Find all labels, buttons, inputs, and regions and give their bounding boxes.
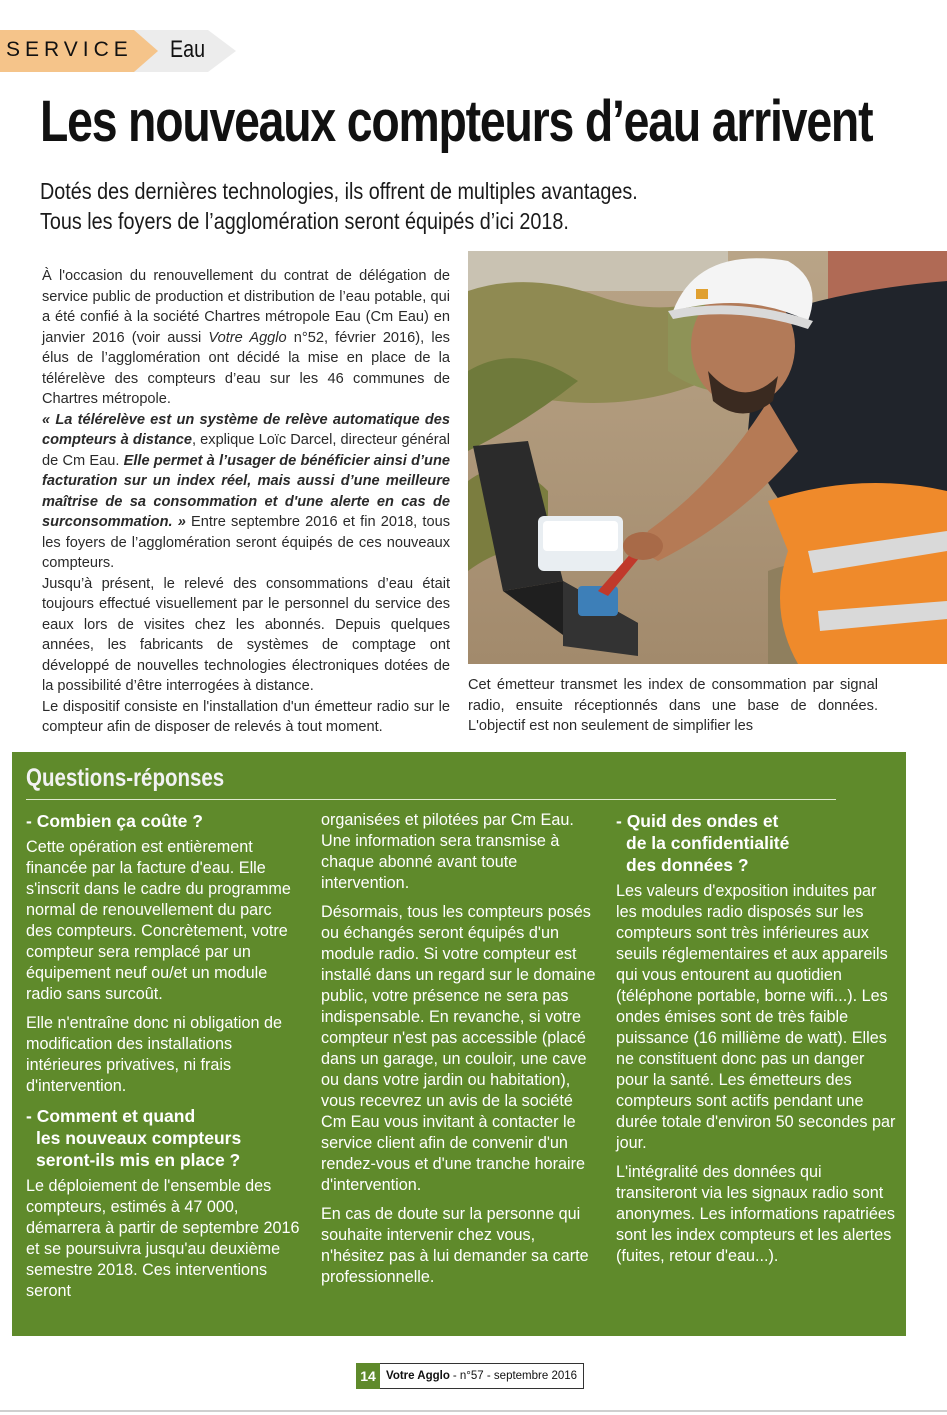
qa-title: Questions-réponses — [26, 764, 225, 792]
question-heading: - Combien ça coûte ? — [26, 811, 203, 831]
question-heading: - Quid des ondes et de la confidentialité des données ? — [616, 811, 790, 875]
photo-caption: Cet émetteur transmet les index de consommation par signal radio, ensuite réceptionnés dans une base de données. L'objectif est non seulement de simplifier les — [468, 677, 878, 734]
page-number: 14 — [356, 1363, 380, 1389]
page-footer — [356, 1363, 584, 1389]
magazine-name: Votre Agglo — [386, 1370, 450, 1382]
answer-paragraph: L'intégralité des données qui transiteront via les signaux radio sont anonymes. Les informations rapatriées sont les index compteurs et les alertes (fuites, retour d'eau...). — [616, 1163, 895, 1265]
subsection-label: Eau — [170, 36, 206, 63]
magazine-info — [380, 1363, 584, 1389]
question-heading: - Comment et quand les nouveaux compteurs seront-ils mis en place ? — [26, 1106, 242, 1170]
body-paragraph-quote: « La télérelève est un système de relève automatique des compteurs à distance, explique Loïc Darcel, directeur général de Cm Eau. Elle permet à l’usager de bénéficier ainsi d’une facturation sur un index réel, mais aussi d’une meilleure maîtrise de sa consommation et d'une alerte en cas de surconsommation. » Entre septembre 2016 et fin 2018, tous les foyers de l’agglomération seront équipés de ces nouveaux compteurs. — [42, 411, 451, 571]
section-tag — [0, 30, 240, 72]
article-lead — [40, 176, 638, 236]
body-paragraph: Le dispositif consiste en l'installation d'un émetteur radio sur le compteur afin de disposer de relevés à tout moment. — [42, 698, 450, 735]
section-label: SERVICE — [6, 38, 133, 61]
lead-line: Dotés des dernières technologies, ils offrent de multiples avantages. — [40, 178, 638, 204]
answer-paragraph: Le déploiement de l'ensemble des compteurs, estimés à 47 000, démarrera à partir de septembre 2016 et se poursuivra jusqu'au deuxième semestre 2018. Ces interventions seront — [26, 1177, 300, 1300]
qa-column-1 — [26, 810, 301, 1310]
body-paragraph: À l'occasion du renouvellement du contrat de délégation de service public de production et distribution de l’eau potable, qui a été confié à la société Chartres métropole Eau (Cm Eau) en janvier 2016 (voir aussi Votre Agglo n°52, février 2016), les élus de l’agglomération ont décidé la mise en place de la télérelève des compteurs d’eau sur les 46 communes de Chartres métropole. — [42, 268, 450, 407]
qa-divider — [26, 799, 836, 800]
answer-paragraph: Elle n'entraîne donc ni obligation de modification des installations intérieures privatives, ni frais d'intervention. — [26, 1014, 282, 1095]
article-title: Les nouveaux compteurs d’eau arrivent — [40, 89, 873, 154]
answer-paragraph: En cas de doute sur la personne qui souhaite intervenir chez vous, n'hésitez pas à lui demander sa carte professionnelle. — [321, 1205, 589, 1286]
qa-box — [12, 752, 906, 1336]
technician-photo-illustration — [468, 251, 947, 664]
answer-paragraph: Cette opération est entièrement financée par la facture d'eau. Elle s'inscrit dans le cadre du programme normal de renouvellement du parc des compteurs. Concrètement, votre compteur sera remplacé par un équipement neuf ou/et un module radio sans surcoût. — [26, 838, 291, 1003]
article-photo — [468, 251, 947, 664]
magazine-issue: - n°57 - septembre 2016 — [452, 1370, 578, 1382]
lead-line: Tous les foyers de l’agglomération seront équipés d’ici 2018. — [40, 208, 569, 234]
page-bottom-border — [0, 1410, 947, 1412]
answer-paragraph: Les valeurs d'exposition induites par les modules radio disposés sur les compteurs sont très inférieures aux seuils réglementaires et aux appareils qui vous entourent au quotidien (téléphone portable, borne wifi...). Les ondes émises sont de très faible puissance (16 millième de watt). Elles ne constituent donc pas un danger pour la santé. Les émetteurs des compteurs sont actifs pendant une durée totale d'environ 50 secondes par jour. — [616, 882, 896, 1152]
qa-column-2 — [321, 810, 601, 1296]
body-paragraph: Jusqu’à présent, le relevé des consommations d’eau était toujours effectué visuellement par le personnel du service des eaux lors de visites chez les abonnés. Depuis quelques années, les fabricants de systèmes de comptage ont développé de nouvelles technologies électroniques dotées de la possibilité d’être interrogées à distance. — [42, 575, 450, 694]
qa-column-3 — [616, 810, 896, 1275]
answer-paragraph: Désormais, tous les compteurs posés ou échangés seront équipés d'un module radio. Si votre compteur est installé dans un regard sur le domaine public, votre présence ne sera pas indispensable. En revanche, si votre compteur n'est pas accessible (placé dans un garage, un couloir, une cave ou dans votre jardin ou habitation), vous recevrez un avis de la société Cm Eau vous invitant à contacter le service client afin de convenir d'un rendez-vous et d'une tranche horaire d'intervention. — [321, 903, 596, 1194]
answer-paragraph: organisées et pilotées par Cm Eau. Une information sera transmise à chaque abonné avant toute intervention. — [321, 811, 574, 892]
article-body — [42, 266, 450, 738]
